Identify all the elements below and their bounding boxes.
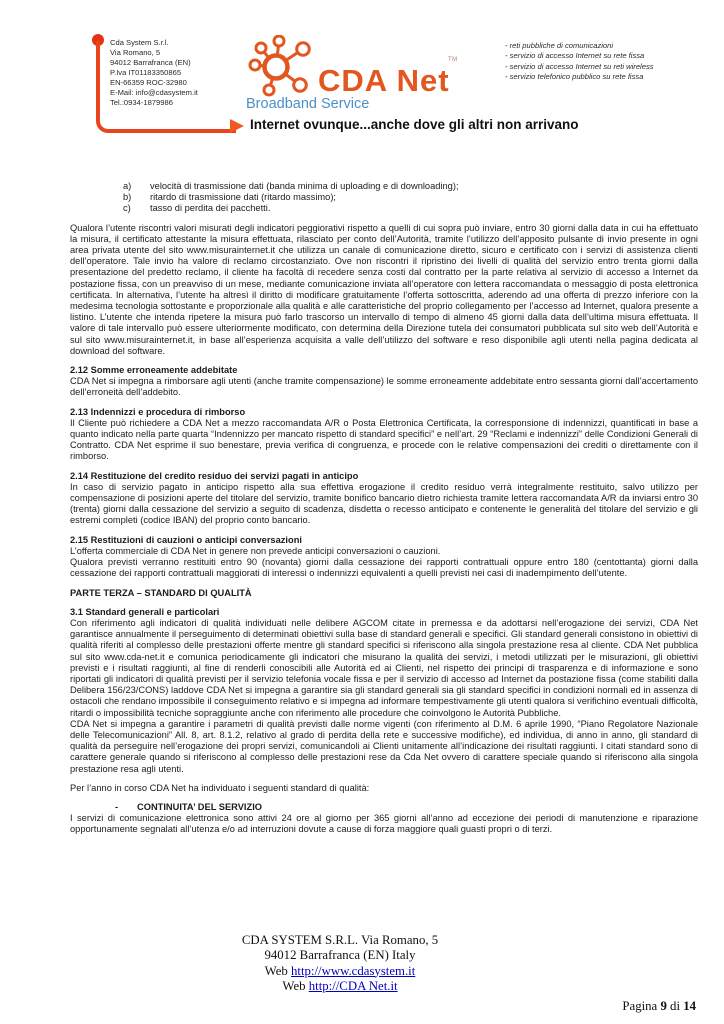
list-text: velocità di trasmissione dati (banda minima di uploading e di downloading); — [150, 181, 459, 191]
paragraph-standards-intro: Per l’anno in corso CDA Net ha individuato i seguenti standard di qualità: — [70, 782, 370, 793]
service-item: - servizio di accesso Internet su reti wireless — [505, 61, 654, 71]
logo-subtitle: Broadband Service — [246, 96, 370, 112]
letterhead — [0, 35, 724, 145]
section-heading-2-14: 2.14 Restituzione del credito residuo dei servizi pagati in anticipo — [70, 470, 359, 481]
paragraph-2-15-b: Qualora previsti verranno restituiti entro 90 (novanta) giorni dalla cessazione dei rapporti contrattuali oppure entro 180 (centottanta) giorni dalla cessazione dei rapporti contrattuali maggiorati di interessi o indennizzi equivalenti a quelli previsti nei casi di inadempimento dell’utente. — [70, 557, 698, 579]
footer-link-cdasystem[interactable]: http://www.cdasystem.it — [291, 963, 416, 978]
footer-link-cdanet[interactable]: http://CDA Net.it — [308, 978, 398, 993]
paragraph-measure: Qualora l’utente riscontri valori misurati degli indicatori peggiorativi rispetto a quelli di cui sopra può inviare, entro 30 giorni dalla data in cui ha effettuato la misura, il certificato attestante la misura effettuata, rilasciato per conto dell’Autorità, tramite l’utilizzo dell’apposito pulsante di invio presente in ogni area privata utente del sito www.misurainternet.it che utilizza un canale di comunicazione diretto, sicuro e certificato con i servizi di assistenza clienti dell’operatore. Tale invio ha valore di reclamo circostanziato. Ove non riscontri il ripristino dei livelli di qualità del servizio entro trenta giorni dalla presentazione del predetto reclamo, il cliente ha facoltà di recedere senza costi dal contratto per la parte relativa al servizio di accesso a Internet da postazione fissa, con un preavviso di un mese, mediante comunicazione inviata all’operatore con lettera raccomandata o messaggio di posta elettronica certificata. In alternativa, l’utente ha altresì il diritto di modificare gratuitamente l’offerta sottoscritta, aderendo ad una offerta di prezzo inferiore con la medesima tecnologia sottostante e proporzionale alla qualità e alle caratteristiche del proprio collegamento per l’accesso ad Internet, qualora presente a listino. L’utente che intenda ripetere la misura può farlo trascorso un intervallo di tempo di almeno 45 giorni dalla data dell’ultima misura effettuata. Il valore di tale intervallo può essere ulteriormente modificato, con determina della Direzione tutela dei consumatori pubblicata sul sito web dell’Autorità e sul sito www.misurainternet.it, in base all’esperienza acquisita a valle dell’utilizzo del software e reso disponibile agli utenti nella pagina dedicata al download del software. — [70, 222, 698, 356]
logo-title: CDA Net — [318, 63, 450, 98]
paragraph-3-1-b: CDA Net si impegna a garantire i parametri di qualità previsti dalle norme vigenti (con riferimento al D.M. 6 aprile 1990, “Piano Regolatore Nazionale delle Telecomunicazioni” All. 8, art. 8.1.2, relativo al grado di perdita della rete e successive modifiche), ed individua, di anno in anno, gli standard di qualità da perseguire nell’erogazione dei propri servizi, comunicandoli ai Clienti unitamente all’indicazione dei risultati raggiunti. I citati standard sono di carattere generale quando si riferiscono al complesso delle prestazioni rese da Cda Net ovvero di carattere speciale quando si riferiscono alla singola prestazione resa agli utenti. — [70, 718, 698, 774]
page-current: 9 — [660, 999, 667, 1013]
list-marker: c) — [123, 203, 131, 214]
footer-web-label: Web — [264, 963, 292, 978]
list-marker: b) — [123, 192, 132, 203]
page-label: Pagina — [622, 999, 661, 1013]
footer-web-line-1 — [0, 964, 680, 979]
paragraph-2-14: In caso di servizio pagato in anticipo rispetto alla sua effettiva erogazione il credito residuo verrà integralmente restituito, salvo utilizzo per compensazione di posizioni aperte del titolare del servizio, tramite bonifico bancario dietro richiesta tramite lettera raccomandata A/R da inviarsi entro 30 (trenta) giorni dalla cessazione del servizio a seguito di scadenza, disdetta o recesso anticipato e contenente le generalità del titolare del servizio e gli estremi completi (codice IBAN) del proprio conto bancario. — [70, 481, 698, 526]
network-molecule-icon — [246, 35, 316, 102]
part-three-heading: PARTE TERZA – STANDARD DI QUALITÀ — [70, 587, 252, 598]
paragraph-3-1-a: Con riferimento agli indicatori di qualità individuati nelle delibere AGCOM citate in premessa e da adottarsi nell’erogazione dei servizi, CDA Net garantisce annualmente il perseguimento di determinati obiettivi sulla base di standard generali e specifici. Gli standard generali consistono in obiettivi di qualità riferiti al complesso delle prestazioni offerte mentre gli standard specifici si riferiscono alla singola prestazione resa al cliente. CDA Net pubblica sul sito www.cda-net.it e comunica periodicamente gli indicatori che misurano la qualità dei servizi, i metodi utilizzati per le misurazioni, gli obiettivi previsti e i risultati raggiunti, al fine di renderli conoscibili alle Autorità ed ai Clienti, nel rispetto dei principi di trasparenza e di informazione e sono riportati gli indicatori di qualità previsti per il servizio telefonia vocale fissa e per il servizio di accesso ad Internet da postazione fissa (come stabiliti dalla Delibera 156/23/CONS) laddove CDA Net si impegna a garantire sia gli standard generali sia gli standard specifici in condizioni normali ed in assenza di ostacoli che rendano impossibile il conseguimento relativo e si impegna ad informare tempestivamente gli utenti qualora si verifichino eventuali difficoltà, ritardi o impossibilità tecniche sopraggiunte anche con riferimento alle procedure che coinvolgono le Autorità Pubbliche. — [70, 617, 698, 718]
paragraph-2-13: Il Cliente può richiedere a CDA Net a mezzo raccomandata A/R o Posta Elettronica Certificata, la corresponsione di indennizzi, quantificati in base a quanto indicato nella parte quarta “Indennizzo per mancato rispetto di standard specifici” e nell’art. 29 “Reclami e indennizzi” delle Condizioni Generali di Contratto. CDA Net esprime il suo benestare, previa verifica di congruenza, e procede con le relative compensazioni dei crediti o direttamente con il rimborso. — [70, 417, 698, 462]
company-street: Via Romano, 5 — [110, 48, 161, 57]
list-item — [123, 203, 698, 214]
paragraph-continuity: I servizi di comunicazione elettronica sono attivi 24 ore al giorno per 365 giorni all’anno ad eccezione dei periodi di manutenzione e riparazione opportunamente segnalati all’utenza e/o ad interruzioni dovute a cause di forza maggiore quali guasti propri o di terzi. — [70, 813, 698, 835]
bullet-dash: - — [115, 801, 119, 812]
company-city: 94012 Barrafranca (EN) — [110, 58, 191, 67]
trademark-symbol: TM — [448, 57, 458, 63]
list-marker: a) — [123, 181, 132, 191]
section-heading-2-13: 2.13 Indennizzi e procedura di rimborso — [70, 406, 246, 417]
footer-address: 94012 Barrafranca (EN) Italy — [264, 948, 416, 963]
service-item: - servizio telefonico pubblico su rete fissa — [505, 71, 644, 81]
logo-tagline: Internet ovunque...anche dove gli altri non arrivano — [250, 117, 579, 132]
company-vat: P.Iva IT01183350865 — [110, 68, 182, 77]
page-of-label: di — [666, 999, 684, 1013]
footer-block — [0, 933, 680, 994]
company-email: E-Mail: info@cdasystem.it — [110, 88, 198, 97]
page-number — [622, 999, 696, 1014]
footer-company: CDA SYSTEM S.R.L. Via Romano, 5 — [241, 933, 439, 948]
document-body — [70, 181, 698, 836]
footer-web-label: Web — [282, 978, 309, 993]
section-heading-2-12: 2.12 Somme erroneamente addebitate — [70, 365, 238, 376]
company-phone: Tel.:0934-1879986 — [110, 98, 173, 107]
list-text: ritardo di trasmissione dati (ritardo massimo); — [150, 192, 336, 203]
company-name: Cda System S.r.l. — [110, 38, 169, 47]
standard-bullet — [70, 802, 698, 813]
list-item — [123, 192, 698, 203]
arrow-right-icon — [230, 119, 244, 133]
list-text: tasso di perdita dei pacchetti. — [150, 203, 271, 214]
footer-web-line-2 — [0, 979, 680, 994]
paragraph-2-12: CDA Net si impegna a rimborsare agli utenti (anche tramite compensazione) le somme erroneamente addebitate entro sessanta giorni dall’accertamento dell’erroneità dell’addebito. — [70, 376, 698, 398]
service-item: - servizio di accesso Internet su rete fissa — [505, 51, 645, 61]
page-total: 14 — [683, 999, 696, 1013]
list-item — [123, 181, 698, 192]
company-address-block — [110, 38, 198, 108]
paragraph-2-15-a: L’offerta commerciale di CDA Net in genere non prevede anticipi conversazioni o cauzioni. — [70, 545, 441, 556]
indicator-list — [70, 181, 698, 215]
section-heading-3-1: 3.1 Standard generali e particolari — [70, 606, 220, 617]
section-heading-2-15: 2.15 Restituzioni di cauzioni o anticipi conversazioni — [70, 534, 302, 545]
standard-title: CONTINUITA’ DEL SERVIZIO — [137, 801, 263, 812]
service-item: - reti pubbliche di comunicazioni — [505, 41, 614, 50]
services-list — [505, 41, 654, 82]
company-registry: EN-66359 ROC-32980 — [110, 78, 187, 87]
